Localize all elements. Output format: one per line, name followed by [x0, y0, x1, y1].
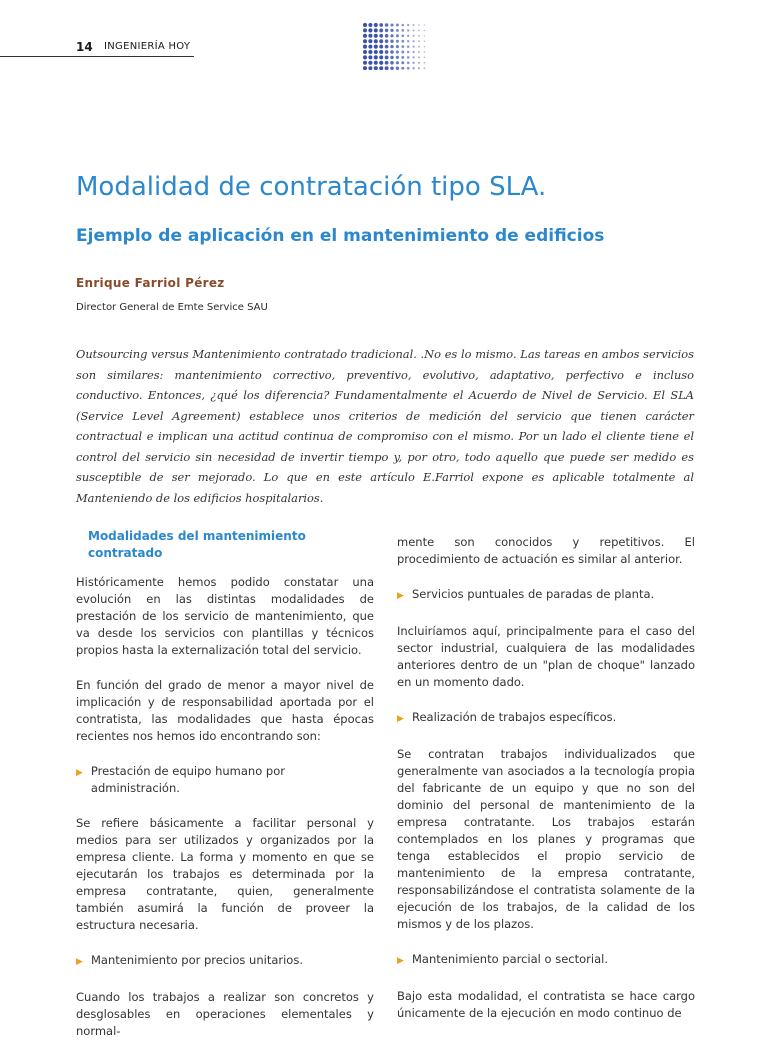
- logo-dot: [368, 61, 372, 65]
- logo-dot: [363, 66, 367, 70]
- logo-dot: [379, 55, 383, 59]
- bullet-item: [76, 952, 374, 971]
- logo-dot: [379, 61, 383, 65]
- logo-dot: [412, 51, 414, 53]
- logo-dot: [424, 30, 426, 32]
- logo-dot: [368, 39, 372, 43]
- logo-dot: [385, 34, 389, 38]
- logo-dot: [368, 50, 372, 54]
- logo-dot: [396, 40, 399, 43]
- logo-dot: [374, 28, 378, 32]
- paragraph: mente son conocidos y repetitivos. El procedimiento de actuación es similar al anterior.: [397, 535, 695, 566]
- logo-dot: [390, 39, 393, 42]
- logo-dot: [396, 56, 399, 59]
- bullet-text: Mantenimiento parcial o sectorial.: [412, 952, 608, 966]
- logo-dot: [363, 39, 367, 43]
- right-column: [397, 534, 695, 1040]
- logo-dot: [374, 23, 378, 27]
- logo-dot: [385, 61, 389, 65]
- logo-dot: [401, 34, 404, 37]
- logo-dot: [401, 45, 404, 48]
- logo-dot: [363, 61, 367, 65]
- logo-dot: [418, 35, 420, 37]
- logo-dot: [424, 40, 426, 42]
- dot-grid-logo-icon: [362, 22, 428, 70]
- logo-dot: [407, 29, 409, 31]
- page-number: 14: [76, 40, 93, 54]
- triangle-bullet-icon: ▶: [397, 714, 404, 724]
- bullet-text: Servicios puntuales de paradas de planta.: [412, 587, 655, 601]
- logo-dot: [424, 24, 426, 26]
- logo-dot: [368, 55, 372, 59]
- logo-dot: [385, 39, 389, 43]
- logo-dot: [424, 35, 426, 37]
- paragraph: Bajo esta modalidad, el contratista se hace cargo únicamente de la ejecución en modo continuo de: [397, 989, 695, 1020]
- paragraph: Históricamente hemos podido constatar una evolución en las distintas modalidades de prestación de los servicio de mantenimiento, que va desde los servicios con plantillas y técnicos propios hasta la externalización total del servicio.: [76, 575, 374, 657]
- article-title: Modalidad de contratación tipo SLA.: [76, 172, 547, 202]
- logo-dot: [368, 34, 372, 38]
- logo-dot: [396, 45, 399, 48]
- logo-dot: [401, 67, 404, 70]
- logo-dot: [385, 50, 389, 54]
- logo-dot: [390, 61, 394, 65]
- paragraph: Cuando los trabajos a realizar son concretos y desglosables en operaciones elementales y normal-: [76, 990, 374, 1038]
- logo-dot: [412, 56, 414, 58]
- logo-dot: [418, 40, 420, 42]
- paragraph: Incluiríamos aquí, principalmente para el caso del sector industrial, cualquiera de las modalidades anteriores dentro de un "plan de choque" lanzado en un momento dado.: [397, 624, 695, 689]
- triangle-bullet-icon: ▶: [397, 591, 404, 601]
- logo-dot: [390, 34, 393, 37]
- logo-dot: [412, 62, 414, 64]
- logo-dot: [385, 66, 389, 70]
- logo-dot: [379, 34, 383, 38]
- logo-dot: [407, 35, 409, 37]
- logo-dot: [379, 45, 383, 49]
- logo-dot: [385, 55, 389, 59]
- logo-dot: [418, 51, 420, 53]
- logo-dot: [396, 34, 399, 37]
- logo-dot: [385, 29, 388, 32]
- logo-dot: [379, 23, 383, 27]
- logo-dot: [401, 61, 404, 64]
- logo-dot: [374, 34, 378, 38]
- bullet-item: [76, 763, 374, 797]
- left-column: [76, 528, 374, 1058]
- bullet-text: Realización de trabajos específicos.: [412, 710, 617, 724]
- paragraph: En función del grado de menor a mayor nivel de implicación y de responsabilidad aportada por el contratista, las modalidades que hasta épocas recientes nos hemos ido encontrando son:: [76, 678, 374, 743]
- logo-dot: [390, 29, 393, 32]
- logo-dot: [424, 51, 426, 53]
- logo-dot: [423, 67, 425, 69]
- logo-dot: [390, 45, 393, 48]
- logo-dot: [374, 45, 378, 49]
- logo-dot: [379, 39, 383, 43]
- logo-dot: [363, 55, 367, 59]
- logo-dot: [363, 34, 367, 38]
- logo-dot: [385, 23, 389, 27]
- logo-dot: [363, 23, 367, 27]
- logo-dot: [363, 50, 367, 54]
- author-affiliation: Director General de Emte Service SAU: [76, 302, 268, 313]
- logo-dot: [407, 45, 410, 48]
- logo-dot: [407, 24, 409, 26]
- logo-dot: [424, 46, 426, 48]
- header-rule: [0, 56, 194, 57]
- bullet-text: Mantenimiento por precios unitarios.: [91, 953, 303, 967]
- logo-dot: [418, 67, 420, 69]
- author-name: Enrique Farriol Pérez: [76, 276, 225, 290]
- bullet-item: [397, 951, 695, 970]
- article-subtitle: Ejemplo de aplicación en el mantenimiento de edificios: [76, 226, 605, 246]
- logo-dot: [379, 28, 383, 32]
- logo-dot: [412, 67, 414, 69]
- triangle-bullet-icon: ▶: [76, 768, 83, 778]
- logo-dot: [374, 66, 378, 70]
- logo-dot: [407, 61, 410, 64]
- logo-dot: [401, 40, 404, 43]
- logo-dot: [396, 29, 399, 32]
- logo-dot: [418, 30, 420, 32]
- logo-dot: [418, 46, 420, 48]
- logo-dot: [363, 45, 367, 49]
- logo-dot: [396, 61, 399, 64]
- logo-dot: [363, 28, 367, 32]
- logo-dot: [368, 45, 372, 49]
- logo-dot: [401, 56, 404, 59]
- logo-dot: [418, 24, 420, 26]
- logo-dot: [374, 50, 378, 54]
- logo-dot: [424, 62, 426, 64]
- logo-dot: [401, 51, 404, 54]
- bullet-item: [397, 709, 695, 728]
- logo-dot: [390, 56, 393, 59]
- logo-dot: [379, 50, 383, 54]
- bullet-text: Prestación de equipo humano por administración.: [90, 764, 285, 795]
- logo-dot: [407, 40, 409, 42]
- publication-name: INGENIERÍA HOY: [104, 41, 191, 52]
- logo-dot: [413, 24, 415, 26]
- logo-dot: [390, 50, 394, 54]
- logo-dot: [368, 28, 372, 32]
- logo-dot: [418, 56, 420, 58]
- paragraph: Se contratan trabajos individualizados que generalmente van asociados a la tecnología propia del fabricante de un equipo y que no son del dominio del personal de mantenimiento de la empresa contratante. Los trabajos estarán contemplados en los planes y programas que tenga establecidos el propio servicio de mantenimiento de la empresa contratante, responsabilizándose el contratista solamente de la ejecución de los trabajos, de la calidad de los mismos y de los plazos.: [397, 747, 695, 931]
- logo-dot: [396, 50, 399, 53]
- bullet-item: [397, 586, 695, 605]
- logo-dot: [385, 45, 389, 49]
- triangle-bullet-icon: ▶: [76, 957, 83, 967]
- triangle-bullet-icon: ▶: [397, 956, 404, 966]
- logo-dot: [407, 67, 410, 70]
- logo-dot: [390, 66, 394, 70]
- logo-dot: [407, 56, 410, 59]
- logo-dot: [396, 67, 399, 70]
- logo-dot: [413, 35, 415, 37]
- logo-dot: [402, 24, 405, 27]
- logo-dot: [413, 46, 415, 48]
- logo-dot: [390, 23, 393, 26]
- logo-dot: [374, 55, 378, 59]
- logo-dot: [407, 51, 410, 54]
- logo-dot: [368, 23, 372, 27]
- logo-dot: [418, 62, 420, 64]
- logo-dot: [413, 29, 415, 31]
- logo-dot: [374, 61, 378, 65]
- logo-dot: [401, 29, 404, 32]
- logo-dot: [396, 24, 399, 27]
- logo-dot: [424, 57, 426, 59]
- logo-dot: [413, 40, 415, 42]
- section-heading: Modalidades del mantenimiento contratado: [88, 529, 306, 560]
- paragraph: Se refiere básicamente a facilitar personal y medios para ser utilizados y organizados por la empresa cliente. La forma y momento en que se ejecutarán los trabajos es determinada por la empresa contratante, quien, generalmente también asumirá la función de proveer la estructura necesaria.: [76, 816, 374, 932]
- abstract: Outsourcing versus Mantenimiento contratado tradicional. .No es lo mismo. Las tareas en ambos servicios son similares: mantenimiento correctivo, preventivo, evolutivo, adaptativo, perfectivo e incluso conductivo. Entonces, ¿qué los diferencia? Fundamentalmente el Acuerdo de Nivel de Servicio. El SLA (Service Level Agreement) establece unos criterios de medición del servicio que tienen carácter contractual e implican una actitud continua de compromiso con el mismo. Por un lado el cliente tiene el control del servicio sin necesidad de invertir tiempo y, por otro, todo aquello que puede ser medido es susceptible de ser mejorado. Lo que en este artículo E.Farriol expone es aplicable totalmente al Manteniendo de los edificios hospitalarios.: [76, 347, 694, 505]
- logo-dot: [374, 39, 378, 43]
- logo-dot: [379, 66, 383, 70]
- logo-dot: [368, 66, 372, 70]
